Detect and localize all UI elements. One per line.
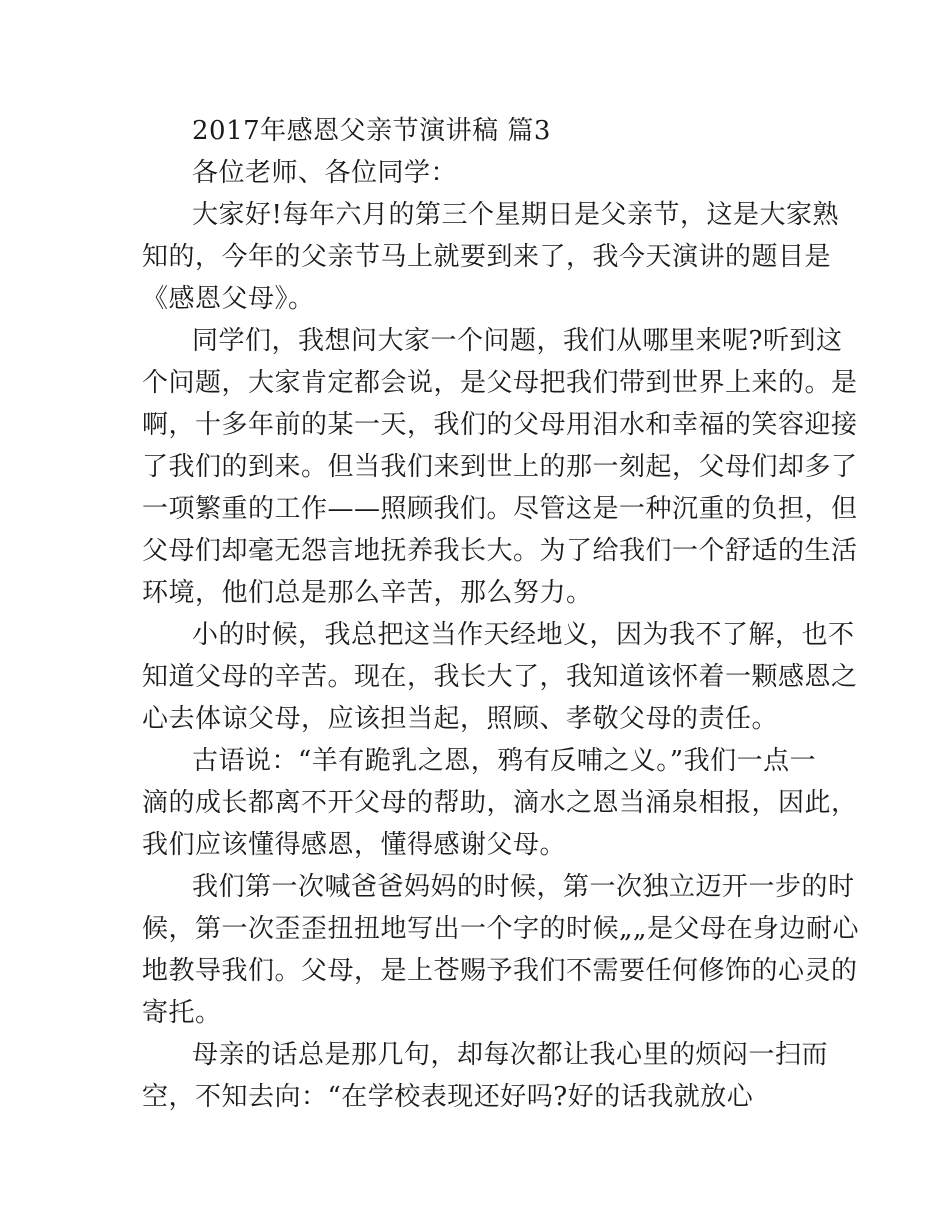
paragraph-line: 寄托。: [142, 998, 222, 1028]
paragraph-line: 环境，他们总是那么辛苦，那么努力。: [142, 578, 593, 608]
paragraph-line: 《感恩父母》。: [142, 284, 315, 314]
paragraph-line: 母亲的话总是那几句，却每次都让我心里的烦闷一扫而: [192, 1040, 829, 1070]
paragraph-line: 我们应该懂得感恩，懂得感谢父母。: [142, 830, 567, 860]
paragraph-line: 个问题，大家肯定都会说，是父母把我们带到世界上来的。是: [142, 368, 858, 398]
paragraph-line: 地教导我们。父母，是上苍赐予我们不需要任何修饰的心灵的: [142, 956, 858, 986]
paragraph-4: [142, 740, 858, 866]
paragraph-line: 知道父母的辛苦。现在，我长大了，我知道该怀着一颗感恩之: [142, 662, 858, 692]
paragraph-line: 知的，今年的父亲节马上就要到来了，我今天演讲的题目是: [142, 242, 832, 272]
paragraph-line: 候，第一次歪歪扭扭地写出一个字的时候„„是父母在身边耐心: [142, 914, 859, 944]
paragraph-line: 父母们却毫无怨言地抚养我长大。为了给我们一个舒适的生活: [142, 536, 858, 566]
paragraph-1: [142, 194, 839, 320]
paragraph-line: 空，不知去向：“在学校表现还好吗?好的话我就放心: [142, 1082, 754, 1112]
paragraph-line: 小的时候，我总把这当作天经地义，因为我不了解，也不: [192, 620, 855, 650]
paragraph-line: 滴的成长都离不开父母的帮助，滴水之恩当涌泉相报，因此，: [142, 788, 858, 818]
paragraph-line: 大家好!每年六月的第三个星期日是父亲节，这是大家熟: [192, 200, 839, 230]
salutation: 各位老师、各位同学：: [192, 158, 458, 188]
paragraph-line: 古语说：“羊有跪乳之恩，鸦有反哺之义。”我们一点一: [192, 746, 817, 776]
document-body: [142, 110, 859, 1118]
paragraph-line: 我们第一次喊爸爸妈妈的时候，第一次独立迈开一步的时: [192, 872, 855, 902]
paragraph-line: 心去体谅父母，应该担当起，照顾、孝敬父母的责任。: [142, 704, 779, 734]
paragraph-6: [142, 1034, 829, 1118]
document-title: 2017年感恩父亲节演讲稿 篇3: [192, 116, 551, 146]
paragraph-3: [142, 614, 858, 740]
paragraph-line: 啊，十多年前的某一天，我们的父母用泪水和幸福的笑容迎接: [142, 410, 858, 440]
paragraph-line: 一项繁重的工作——照顾我们。尽管这是一种沉重的负担，但: [142, 494, 858, 524]
paragraph-2: [142, 320, 858, 614]
paragraph-line: 同学们，我想问大家一个问题，我们从哪里来呢?听到这: [192, 326, 843, 356]
paragraph-5: [142, 866, 859, 1034]
paragraph-line: 了我们的到来。但当我们来到世上的那一刻起，父母们却多了: [142, 452, 858, 482]
